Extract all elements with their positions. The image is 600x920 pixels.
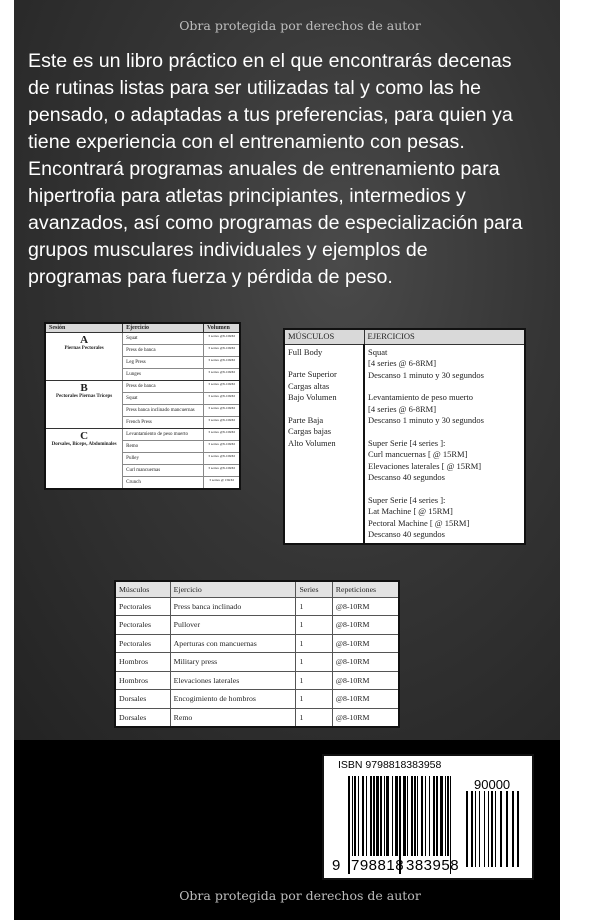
session-letter: C	[80, 430, 89, 442]
barcode-bar	[384, 776, 385, 856]
table-cell: 1	[296, 653, 332, 672]
barcode-bar	[429, 776, 430, 856]
table-cell: Pullover	[170, 616, 296, 635]
session-label: Dorsales, Bíceps, Abdominales	[51, 442, 117, 447]
addon-bar	[466, 791, 468, 867]
digit-first: 9	[332, 857, 341, 874]
barcode-bar	[414, 776, 416, 856]
barcode-bar	[376, 776, 379, 856]
header-cell: Volumen	[204, 323, 241, 333]
barcode-bar	[354, 776, 356, 856]
header-cell: Sesión	[45, 323, 123, 333]
table-cell: @8-10RM	[332, 597, 399, 616]
table-cell: 1	[296, 671, 332, 690]
table-cell: Remo	[170, 708, 296, 727]
table-cell: Hombros	[115, 671, 170, 690]
barcode-bar	[407, 776, 408, 856]
session-table	[44, 322, 241, 490]
volume-cell: 3 series @8-10RM	[204, 345, 241, 357]
volume-cell: 3 series @8-10RM	[204, 393, 241, 405]
muscle-line: Alto Volumen	[288, 437, 336, 448]
addon-code: 90000	[474, 777, 511, 792]
exercise-line: Super Serie [4 series ]:	[368, 494, 446, 505]
exercise-line: Descanso 1 minuto y 30 segundos	[368, 369, 484, 380]
addon-bar	[500, 791, 502, 867]
table-cell: Encogimiento de hombros	[170, 690, 296, 709]
volume-cell: 3 series @8-10RM	[204, 405, 241, 417]
barcode-bar	[395, 776, 398, 856]
table-cell: Pectorales	[115, 597, 170, 616]
exercise-cell: Pulley	[123, 453, 204, 465]
exercise-cell: Remo	[123, 441, 204, 453]
table-row	[115, 690, 399, 709]
table-cell: @8-10RM	[332, 671, 399, 690]
barcode-bar	[380, 776, 382, 856]
session-cell	[45, 333, 123, 381]
header-cell: Músculos	[115, 581, 170, 597]
volume-cell: 3 series @8-10RM	[204, 441, 241, 453]
table-cell: Aperturas con mancuernas	[170, 634, 296, 653]
table-cell: 1	[296, 634, 332, 653]
blurb-text: Este es un libro práctico en el que encontrarás decenas de rutinas listas para ser utilizadas tal y como las he pensado, o adaptadas a tus preferencias, para quien ya tiene experiencia con el entrenamiento con pesas. Encontrará programas anuales de entrenamiento para hipertrofia para atletas principiantes, intermedios y avanzados, así como programas de especialización para grupos musculares individuales y ejemplos de programas para fuerza y pérdida de peso.	[28, 50, 523, 288]
table-cell: 1	[296, 708, 332, 727]
barcode-bar	[436, 776, 438, 856]
table-row	[115, 671, 399, 690]
session-cell	[45, 429, 123, 489]
volume-cell: 3 series @8-10RM	[204, 417, 241, 429]
exercise-line: Lat Machine [ @ 15RM]	[368, 506, 453, 516]
addon-bar	[484, 791, 485, 867]
session-label: Pectorales Piernas Tríceps	[55, 394, 113, 399]
barcode-bar	[386, 776, 389, 856]
volume-cell: 3 series @8-10RM	[204, 369, 241, 381]
barcode-bar	[417, 776, 418, 856]
table-cell: @8-10RM	[332, 690, 399, 709]
barcode-bar	[348, 776, 350, 874]
exercise-line: Super Serie [4 series ]:	[368, 437, 446, 448]
table-row	[45, 381, 240, 393]
table-cell: @8-10RM	[332, 708, 399, 727]
isbn-barcode	[322, 754, 534, 880]
muscles-exercises-table	[283, 328, 526, 545]
muscle-line: Full Body	[288, 346, 323, 357]
addon-bar	[471, 791, 473, 867]
volume-cell: 3 series @8-10RM	[204, 357, 241, 369]
exercise-cell: Leg Press	[123, 357, 204, 369]
table-cell: Military press	[170, 653, 296, 672]
table-cell: Pectorales	[115, 634, 170, 653]
addon-bar	[506, 791, 508, 867]
table-cell: @8-10RM	[332, 634, 399, 653]
digit-group1: 798818	[351, 857, 405, 874]
barcode-bar	[445, 776, 446, 856]
muscle-line: Bajo Volumen	[288, 392, 337, 402]
table-cell: @8-10RM	[332, 653, 399, 672]
table-cell: 1	[296, 690, 332, 709]
exercise-cell: Press de banca	[123, 345, 204, 357]
addon-bar	[488, 791, 489, 867]
exercise-line: Levantamiento de peso muerto	[368, 392, 474, 402]
table-row	[115, 708, 399, 727]
table-cell: Hombros	[115, 653, 170, 672]
barcode-bar	[433, 776, 435, 856]
volume-cell: 3 series @8-10RM	[204, 465, 241, 477]
exercise-line: Pectoral Machine [ @ 15RM]	[368, 517, 470, 528]
table-row	[115, 616, 399, 635]
exercise-cell: Squat	[123, 393, 204, 405]
barcode-bar	[447, 776, 449, 856]
barcode-bar	[440, 776, 443, 856]
addon-bar	[475, 791, 476, 867]
exercise-line: [4 series @ 6-8RM]	[368, 403, 437, 414]
barcode-bar	[373, 776, 375, 856]
volume-cell: 3 series @8-10RM	[204, 381, 241, 393]
table-cell: Dorsales	[115, 708, 170, 727]
muscle-line: Parte Superior	[288, 369, 337, 379]
barcode-bar	[366, 776, 367, 856]
header-cell: Ejercicio	[123, 323, 204, 333]
isbn-label: ISBN 9798818383958	[338, 759, 442, 771]
header-cell: Series	[296, 581, 332, 597]
table-cell: Dorsales	[115, 690, 170, 709]
exercise-cell: Crunch	[123, 477, 204, 489]
exercise-line: Curl mancuernas [ @ 15RM]	[368, 449, 468, 459]
barcode-bar	[403, 776, 406, 856]
table-cell: Elevaciones laterales	[170, 671, 296, 690]
addon-bar	[491, 791, 493, 867]
header-cell: EJERCICIOS	[364, 329, 525, 344]
exercise-line: Descanso 1 minuto y 30 segundos	[368, 415, 484, 425]
session-letter: A	[80, 334, 89, 346]
addon-bar	[517, 791, 519, 867]
muscle-line: Parte Baja	[288, 414, 324, 425]
session-cell	[45, 381, 123, 429]
exercise-line: Descanso 40 segundos	[368, 529, 445, 539]
table-row	[115, 597, 399, 616]
addon-bar	[479, 791, 480, 867]
exercise-cell: Press de banca	[123, 381, 204, 393]
table-row	[115, 653, 399, 672]
barcode-bar	[421, 776, 423, 856]
exercise-line: Squat	[368, 346, 388, 357]
header-cell: Repeticiones	[332, 581, 399, 597]
table-cell: 1	[296, 597, 332, 616]
barcode-bar	[358, 776, 359, 856]
exercise-line: [4 series @ 6-8RM]	[368, 358, 437, 368]
watermark-bottom: Obra protegida por derechos de autor	[179, 888, 421, 903]
table-cell: Press banca inclinado	[170, 597, 296, 616]
barcode-bar	[352, 776, 353, 856]
table-row	[115, 634, 399, 653]
volume-cell: 3 series @ 15RM	[204, 477, 241, 489]
session-label: Piernas Pectorales	[64, 346, 104, 351]
barcode-bar	[362, 776, 364, 856]
volume-cell: 3 series @8-10RM	[204, 453, 241, 465]
barcode-bar	[411, 776, 413, 856]
digit-group2: 383958	[406, 857, 460, 874]
barcode-bar	[370, 776, 372, 856]
exercise-line: Descanso 40 segundos	[368, 472, 445, 482]
addon-bar	[495, 791, 496, 867]
exercise-cell: Curl mancuernas	[123, 465, 204, 477]
session-letter: B	[80, 382, 88, 394]
exercise-cell: Press banca inclinado mancuernas	[123, 405, 204, 417]
exercise-cell: Squat	[123, 333, 204, 345]
exercise-line: Elevaciones laterales [ @ 15RM]	[368, 460, 482, 471]
table-row	[45, 333, 240, 345]
exercise-cell: Lunges	[123, 369, 204, 381]
barcode-bar	[392, 776, 393, 856]
barcode-bar	[425, 776, 426, 856]
header-cell: Ejercicio	[170, 581, 296, 597]
addon-bar	[512, 791, 514, 867]
muscle-line: Cargas altas	[288, 380, 330, 391]
volume-cell: 3 series @8-10RM	[204, 429, 241, 441]
volume-cell: 3 series @8-10RM	[204, 333, 241, 345]
muscle-line: Cargas bajas	[288, 426, 332, 436]
table-cell: 1	[296, 616, 332, 635]
table-row	[45, 429, 240, 441]
header-cell: MÚSCULOS	[284, 329, 364, 344]
exercise-series-table	[114, 580, 400, 728]
exercise-cell: French Press	[123, 417, 204, 429]
watermark-top: Obra protegida por derechos de autor	[179, 18, 421, 33]
exercise-cell: Levantamiento de peso muerto	[123, 429, 204, 441]
table-cell: @8-10RM	[332, 616, 399, 635]
table-cell: Pectorales	[115, 616, 170, 635]
